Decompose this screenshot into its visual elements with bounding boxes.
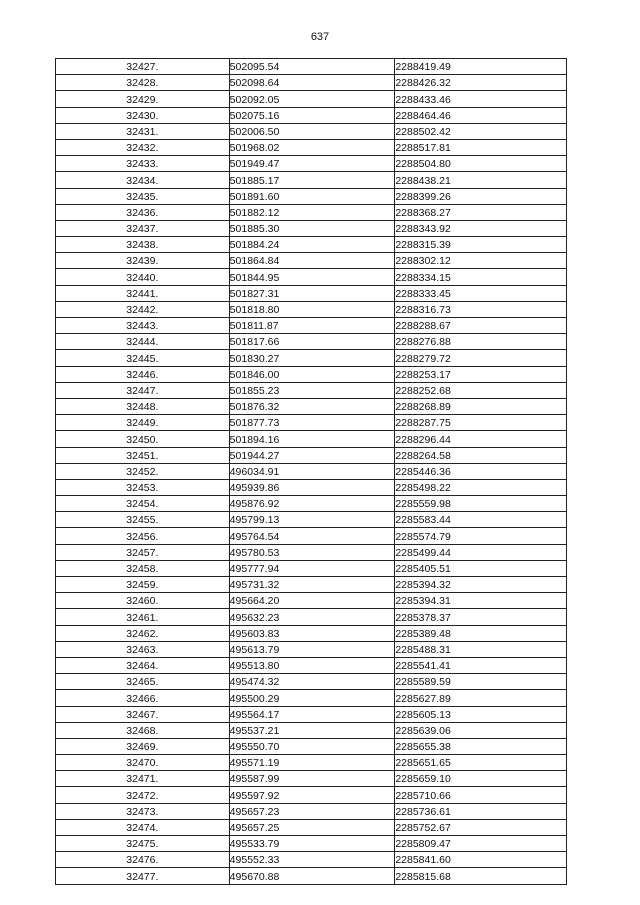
y-coordinate-cell: 2288438.21 [395,172,567,188]
table-row [56,528,567,544]
y-coordinate-cell: 2288517.81 [395,139,567,155]
x-coordinate-cell: 502095.54 [229,59,395,75]
point-number-cell: 32462. [56,625,230,641]
x-coordinate-cell: 501864.84 [229,253,395,269]
point-number-cell: 32442. [56,301,230,317]
x-coordinate-cell: 495571.19 [229,755,395,771]
y-coordinate-cell: 2285559.98 [395,496,567,512]
table-row [56,593,567,609]
y-coordinate-cell: 2288315.39 [395,237,567,253]
x-coordinate-cell: 495731.32 [229,577,395,593]
table-row [56,59,567,75]
x-coordinate-cell: 496034.91 [229,463,395,479]
point-number-cell: 32434. [56,172,230,188]
table-row [56,868,567,884]
table-row [56,285,567,301]
table-row [56,204,567,220]
x-coordinate-cell: 502075.16 [229,107,395,123]
x-coordinate-cell: 495657.23 [229,803,395,819]
x-coordinate-cell: 501846.00 [229,366,395,382]
table-row [56,690,567,706]
point-number-cell: 32471. [56,771,230,787]
y-coordinate-cell: 2288302.12 [395,253,567,269]
y-coordinate-cell: 2288287.75 [395,415,567,431]
x-coordinate-cell: 495550.70 [229,738,395,754]
x-coordinate-cell: 501884.24 [229,237,395,253]
point-number-cell: 32432. [56,139,230,155]
point-number-cell: 32456. [56,528,230,544]
y-coordinate-cell: 2285655.38 [395,738,567,754]
x-coordinate-cell: 495613.79 [229,641,395,657]
table-row [56,641,567,657]
table-row [56,771,567,787]
x-coordinate-cell: 501877.73 [229,415,395,431]
point-number-cell: 32433. [56,156,230,172]
x-coordinate-cell: 501894.16 [229,431,395,447]
point-number-cell: 32475. [56,836,230,852]
table-row [56,107,567,123]
point-number-cell: 32450. [56,431,230,447]
x-coordinate-cell: 501882.12 [229,204,395,220]
x-coordinate-cell: 495777.94 [229,560,395,576]
table-row [56,334,567,350]
table-row [56,447,567,463]
y-coordinate-cell: 2285841.60 [395,852,567,868]
x-coordinate-cell: 495587.99 [229,771,395,787]
y-coordinate-cell: 2285378.37 [395,609,567,625]
table-row [56,366,567,382]
table-row [56,318,567,334]
table-row [56,657,567,673]
y-coordinate-cell: 2285809.47 [395,836,567,852]
point-number-cell: 32449. [56,415,230,431]
y-coordinate-cell: 2285394.32 [395,577,567,593]
y-coordinate-cell: 2288288.67 [395,318,567,334]
point-number-cell: 32469. [56,738,230,754]
x-coordinate-cell: 495537.21 [229,722,395,738]
y-coordinate-cell: 2285488.31 [395,641,567,657]
point-number-cell: 32473. [56,803,230,819]
y-coordinate-cell: 2288343.92 [395,220,567,236]
x-coordinate-cell: 501885.17 [229,172,395,188]
y-coordinate-cell: 2285589.59 [395,674,567,690]
y-coordinate-cell: 2285574.79 [395,528,567,544]
table-row [56,172,567,188]
x-coordinate-cell: 495513.80 [229,657,395,673]
y-coordinate-cell: 2288253.17 [395,366,567,382]
y-coordinate-cell: 2288316.73 [395,301,567,317]
table-row [56,398,567,414]
y-coordinate-cell: 2285389.48 [395,625,567,641]
x-coordinate-cell: 502006.50 [229,123,395,139]
y-coordinate-cell: 2288399.26 [395,188,567,204]
table-row [56,269,567,285]
table-row [56,706,567,722]
x-coordinate-cell: 501827.31 [229,285,395,301]
table-row [56,123,567,139]
point-number-cell: 32437. [56,220,230,236]
x-coordinate-cell: 501885.30 [229,220,395,236]
point-number-cell: 32445. [56,350,230,366]
y-coordinate-cell: 2285498.22 [395,479,567,495]
x-coordinate-cell: 501891.60 [229,188,395,204]
table-row [56,836,567,852]
x-coordinate-cell: 501949.47 [229,156,395,172]
y-coordinate-cell: 2285583.44 [395,512,567,528]
point-number-cell: 32467. [56,706,230,722]
point-number-cell: 32477. [56,868,230,884]
y-coordinate-cell: 2285736.61 [395,803,567,819]
table-row [56,738,567,754]
y-coordinate-cell: 2285605.13 [395,706,567,722]
y-coordinate-cell: 2285710.66 [395,787,567,803]
point-number-cell: 32463. [56,641,230,657]
y-coordinate-cell: 2288368.27 [395,204,567,220]
y-coordinate-cell: 2288279.72 [395,350,567,366]
point-number-cell: 32464. [56,657,230,673]
table-row [56,301,567,317]
table-row [56,253,567,269]
point-number-cell: 32435. [56,188,230,204]
point-number-cell: 32446. [56,366,230,382]
point-number-cell: 32455. [56,512,230,528]
table-row [56,512,567,528]
point-number-cell: 32430. [56,107,230,123]
x-coordinate-cell: 495552.33 [229,852,395,868]
point-number-cell: 32470. [56,755,230,771]
x-coordinate-cell: 495603.83 [229,625,395,641]
point-number-cell: 32444. [56,334,230,350]
table-row [56,220,567,236]
x-coordinate-cell: 501818.80 [229,301,395,317]
point-number-cell: 32440. [56,269,230,285]
x-coordinate-cell: 495500.29 [229,690,395,706]
table-row [56,577,567,593]
x-coordinate-cell: 495597.92 [229,787,395,803]
y-coordinate-cell: 2285659.10 [395,771,567,787]
x-coordinate-cell: 495670.88 [229,868,395,884]
table-row [56,350,567,366]
table-row [56,91,567,107]
x-coordinate-cell: 495780.53 [229,544,395,560]
y-coordinate-cell: 2285752.67 [395,819,567,835]
table-row [56,722,567,738]
point-number-cell: 32431. [56,123,230,139]
table-row [56,544,567,560]
x-coordinate-cell: 501855.23 [229,382,395,398]
point-number-cell: 32466. [56,690,230,706]
x-coordinate-cell: 495632.23 [229,609,395,625]
table-row [56,382,567,398]
y-coordinate-cell: 2285627.89 [395,690,567,706]
point-number-cell: 32459. [56,577,230,593]
table-row [56,674,567,690]
coordinates-table [55,58,567,885]
page-number: 637 [310,31,330,43]
x-coordinate-cell: 501968.02 [229,139,395,155]
y-coordinate-cell: 2288502.42 [395,123,567,139]
y-coordinate-cell: 2285446.36 [395,463,567,479]
coordinates-table-body [56,59,567,885]
point-number-cell: 32461. [56,609,230,625]
point-number-cell: 32474. [56,819,230,835]
point-number-cell: 32441. [56,285,230,301]
table-row [56,237,567,253]
point-number-cell: 32465. [56,674,230,690]
point-number-cell: 32429. [56,91,230,107]
y-coordinate-cell: 2288504.80 [395,156,567,172]
table-row [56,188,567,204]
point-number-cell: 32448. [56,398,230,414]
table-row [56,463,567,479]
point-number-cell: 32476. [56,852,230,868]
x-coordinate-cell: 495799.13 [229,512,395,528]
point-number-cell: 32472. [56,787,230,803]
y-coordinate-cell: 2288433.46 [395,91,567,107]
point-number-cell: 32447. [56,382,230,398]
x-coordinate-cell: 495764.54 [229,528,395,544]
table-row [56,415,567,431]
table-row [56,609,567,625]
y-coordinate-cell: 2288264.58 [395,447,567,463]
y-coordinate-cell: 2288334.15 [395,269,567,285]
y-coordinate-cell: 2285639.06 [395,722,567,738]
point-number-cell: 32439. [56,253,230,269]
y-coordinate-cell: 2285651.65 [395,755,567,771]
x-coordinate-cell: 501844.95 [229,269,395,285]
y-coordinate-cell: 2285541.41 [395,657,567,673]
table-row [56,139,567,155]
point-number-cell: 32438. [56,237,230,253]
y-coordinate-cell: 2285405.51 [395,560,567,576]
x-coordinate-cell: 495664.20 [229,593,395,609]
x-coordinate-cell: 501830.27 [229,350,395,366]
table-row [56,496,567,512]
y-coordinate-cell: 2288464.46 [395,107,567,123]
point-number-cell: 32458. [56,560,230,576]
x-coordinate-cell: 495657.25 [229,819,395,835]
point-number-cell: 32451. [56,447,230,463]
table-row [56,75,567,91]
table-row [56,431,567,447]
point-number-cell: 32460. [56,593,230,609]
y-coordinate-cell: 2288268.89 [395,398,567,414]
table-row [56,479,567,495]
point-number-cell: 32468. [56,722,230,738]
point-number-cell: 32443. [56,318,230,334]
y-coordinate-cell: 2288426.32 [395,75,567,91]
table-row [56,560,567,576]
y-coordinate-cell: 2288419.49 [395,59,567,75]
y-coordinate-cell: 2285394.31 [395,593,567,609]
x-coordinate-cell: 502092.05 [229,91,395,107]
point-number-cell: 32427. [56,59,230,75]
x-coordinate-cell: 501944.27 [229,447,395,463]
table-row [56,852,567,868]
x-coordinate-cell: 495876.92 [229,496,395,512]
y-coordinate-cell: 2285815.68 [395,868,567,884]
point-number-cell: 32453. [56,479,230,495]
y-coordinate-cell: 2288296.44 [395,431,567,447]
table-row [56,819,567,835]
x-coordinate-cell: 495533.79 [229,836,395,852]
point-number-cell: 32457. [56,544,230,560]
x-coordinate-cell: 501876.32 [229,398,395,414]
point-number-cell: 32454. [56,496,230,512]
x-coordinate-cell: 495564.17 [229,706,395,722]
point-number-cell: 32452. [56,463,230,479]
y-coordinate-cell: 2288333.45 [395,285,567,301]
x-coordinate-cell: 502098.64 [229,75,395,91]
point-number-cell: 32436. [56,204,230,220]
table-row [56,787,567,803]
y-coordinate-cell: 2285499.44 [395,544,567,560]
table-row [56,156,567,172]
point-number-cell: 32428. [56,75,230,91]
table-row [56,625,567,641]
x-coordinate-cell: 495474.32 [229,674,395,690]
y-coordinate-cell: 2288276.88 [395,334,567,350]
x-coordinate-cell: 501811.87 [229,318,395,334]
table-row [56,755,567,771]
x-coordinate-cell: 501817.66 [229,334,395,350]
x-coordinate-cell: 495939.86 [229,479,395,495]
table-row [56,803,567,819]
y-coordinate-cell: 2288252.68 [395,382,567,398]
